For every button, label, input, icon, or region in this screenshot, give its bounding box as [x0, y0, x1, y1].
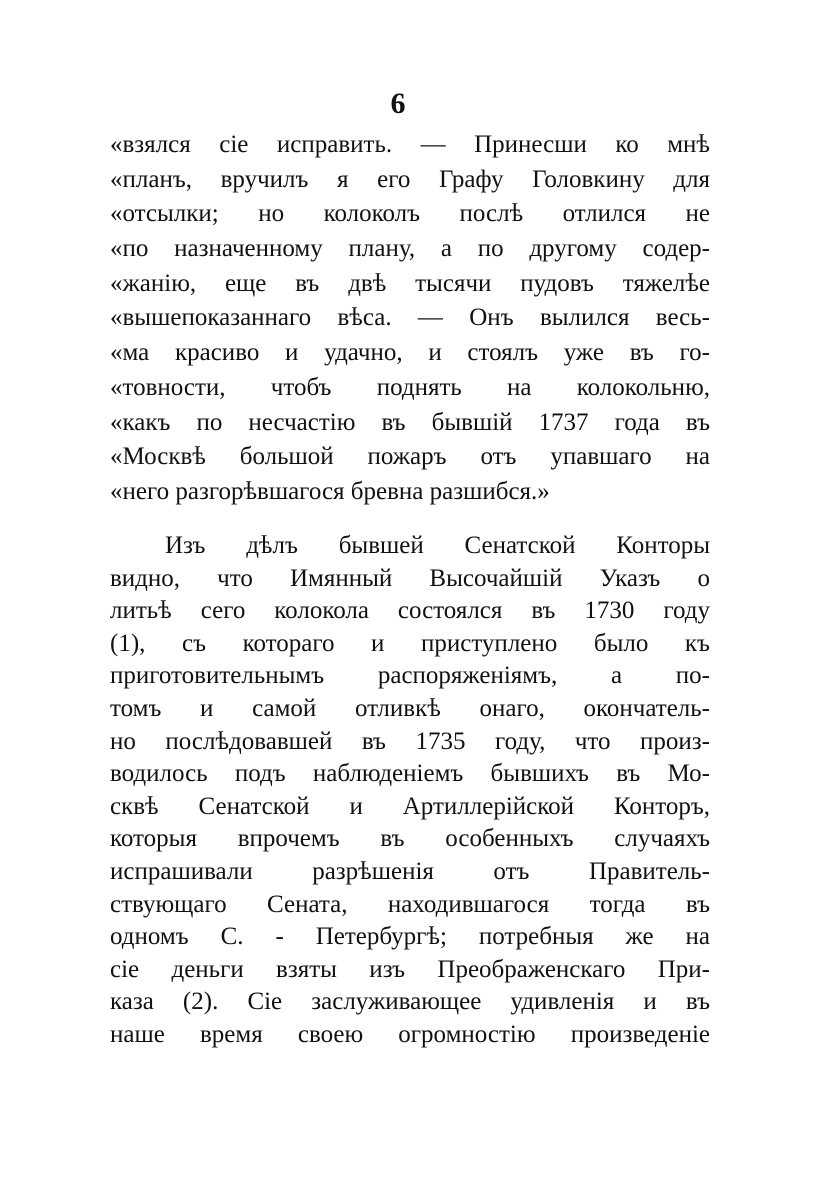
quote-line: «жанію, еще въ двѣ тысячи пудовъ тяжелѣе — [110, 269, 710, 297]
paragraph-line: каза (2). Сіе заслуживающее удивленія и въ — [110, 988, 710, 1016]
page-number: 6 — [390, 87, 406, 120]
quote-line: «какъ по несчастію въ бывшій 1737 года въ — [110, 408, 710, 436]
paragraph-line: Изъ дѣлъ бывшей Сенатской Конторы — [165, 532, 710, 559]
paragraph-line: но послѣдовавшей въ 1735 году, что произ- — [110, 727, 710, 755]
paragraph-line: сіе деньги взяты изъ Преображенскаго При- — [110, 955, 710, 983]
quote-line: «Москвѣ большой пожаръ отъ упавшаго на — [110, 443, 710, 471]
paragraph-line: видно, что Имянный Высочайшій Указъ о — [110, 564, 710, 592]
quote-line: «него разгорѣвшагося бревна разшибся.» — [110, 477, 550, 505]
quote-line: «вышепоказаннаго вѣса. — Онъ вылился весь- — [110, 304, 710, 332]
paragraph-line: приготовительнымъ распоряженіямъ, а по- — [110, 662, 710, 690]
quote-line: «товности, чтобъ поднять на колокольню, — [110, 373, 710, 401]
quote-line: «отсылки; но колоколъ послѣ отлился не — [110, 200, 710, 228]
paragraph-line: томъ и самой отливкѣ онаго, окончатель- — [110, 694, 710, 722]
quote-line: «взялся сіе исправить. — Принесши ко мнѣ — [110, 131, 710, 158]
body-paragraph — [110, 530, 710, 1052]
paragraph-line: ствующаго Сената, находившагося тогда въ — [110, 890, 710, 918]
paragraph-line: литьѣ сего колокола состоялся въ 1730 году — [110, 597, 710, 625]
paragraph-line: которыя впрочемъ въ особенныхъ случаяхъ — [110, 825, 710, 853]
quoted-passage — [110, 128, 710, 510]
paragraph-line: водилось подъ наблюденіемъ бывшихъ въ Мо- — [110, 760, 710, 788]
quote-line: «планъ, вручилъ я его Графу Головкину для — [110, 165, 710, 193]
paragraph-line: испрашивали разрѣшенія отъ Правитель- — [110, 857, 710, 885]
paragraph-line: сквѣ Сенатской и Артиллерійской Конторъ, — [110, 792, 710, 820]
quote-line: «по назначенному плану, а по другому содер- — [110, 235, 710, 263]
paragraph-line: наше время своею огромностію произведеніе — [110, 1020, 710, 1048]
paragraph-line: (1), съ котораго и приступлено было къ — [110, 629, 710, 657]
paragraph-line: одномъ С. - Петербургѣ; потребныя же на — [110, 923, 710, 951]
quote-line: «ма красиво и удачно, и стоялъ уже въ го- — [110, 339, 710, 367]
